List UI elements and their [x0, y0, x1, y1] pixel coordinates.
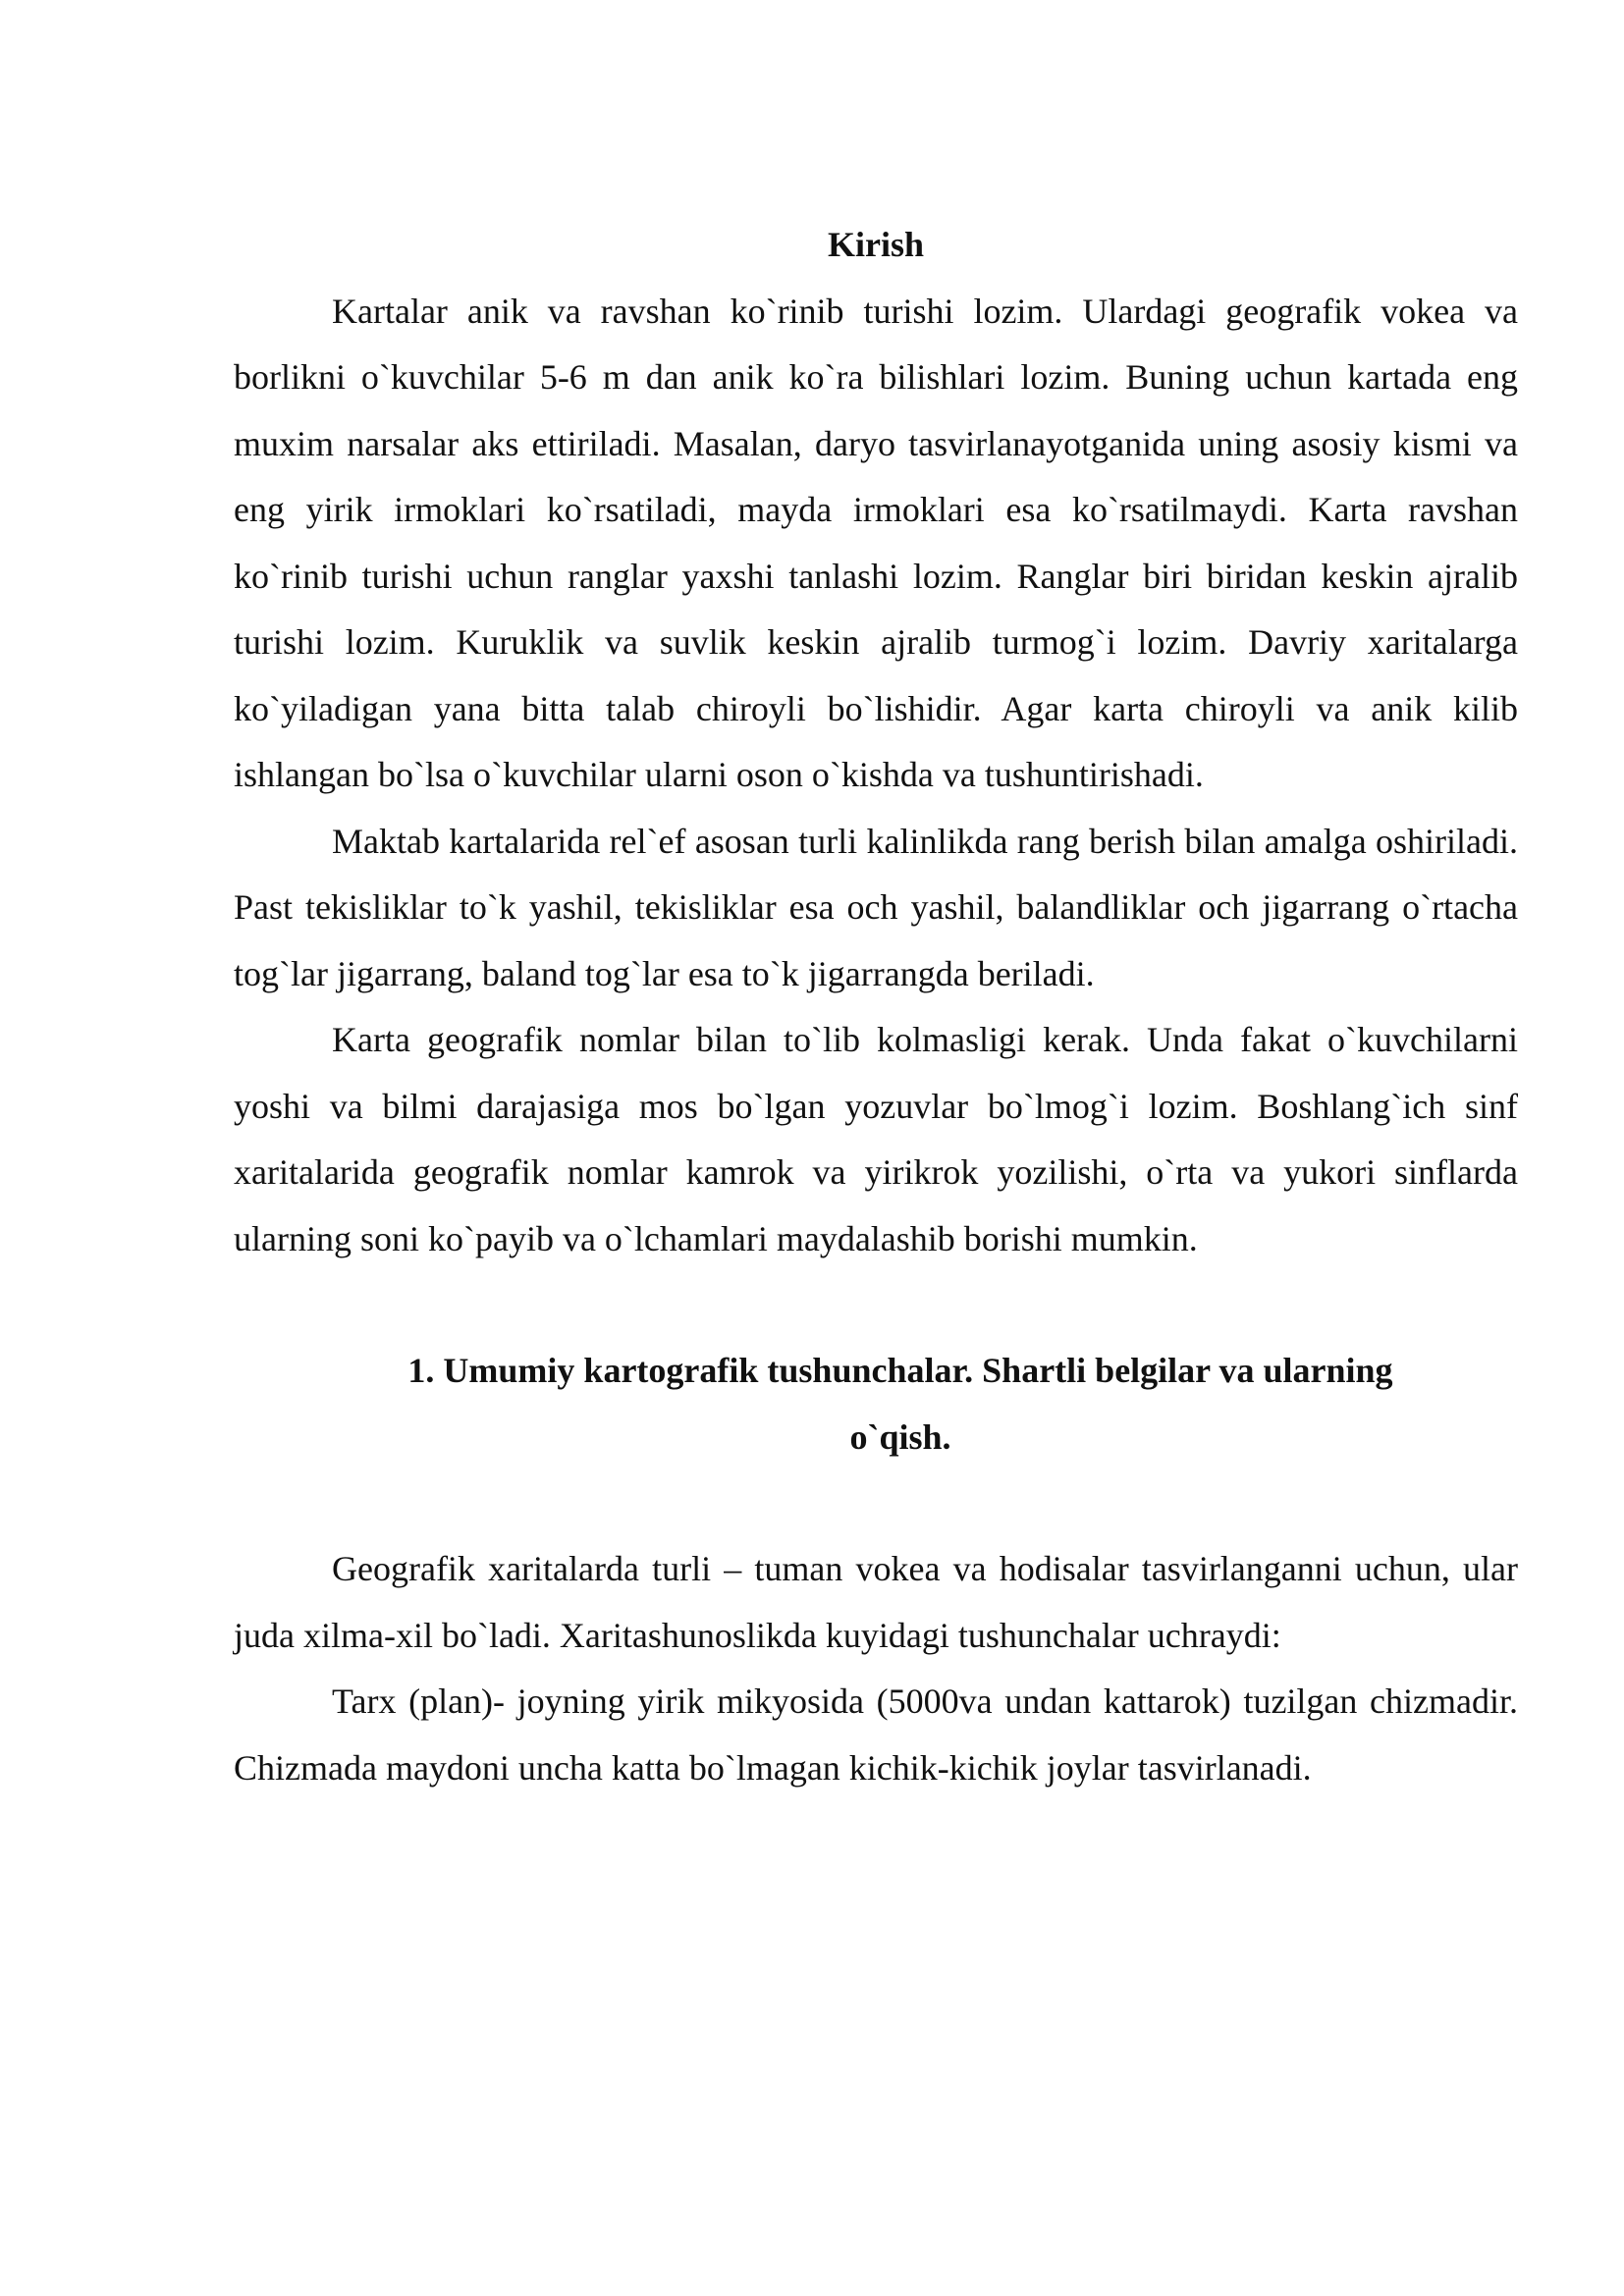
section-paragraph-1: Geografik xaritalarda turli – tuman vokea va hodisalar tasvirlanganni uchun, ular juda xilma-xil bo`ladi. Xaritashunoslikda kuyidagi tushunchalar uchraydi: [234, 1549, 1518, 1655]
intro-paragraph-1: Kartalar anik va ravshan ko`rinib turishi lozim. Ulardagi geografik vokea va borlikni o`kuvchilar 5-6 m dan anik ko`ra bilishlari lozim. Buning uchun kartada eng muxim narsalar aks ettiriladi. Masalan, daryo tasvirlanayotganida uning asosiy kismi va eng yirik irmoklari ko`rsatiladi, mayda irmoklari esa ko`rsatilmaydi. Karta ravshan ko`rinib turishi uchun ranglar yaxshi tanlashi lozim. Ranglar biri biridan keskin ajralib turishi lozim. Kuruklik va suvlik keskin ajralib turmog`i lozim. Davriy xaritalarga ko`yiladigan yana bitta talab chiroyli bo`lishidir. Agar karta chiroyli va anik kilib ishlangan bo`lsa o`kuvchilar ularni oson o`kishda va tushuntirishadi. [234, 291, 1518, 794]
section-heading-line-1: 1. Umumiy kartografik tushunchalar. Shartli belgilar va ularning [407, 1351, 1393, 1390]
section-heading-line-2: o`qish. [849, 1416, 951, 1457]
page-title: Kirish [827, 225, 924, 264]
intro-paragraph-2: Maktab kartalarida rel`ef asosan turli kalinlikda rang berish bilan amalga oshiriladi. Past tekisliklar to`k yashil, tekisliklar esa och yashil, balandliklar och jigarrang o`rtacha tog`lar jigarrang, baland tog`lar esa to`k jigarrangda beriladi. [234, 821, 1518, 993]
document-page [234, 212, 1518, 1801]
section-heading [234, 1338, 1518, 1470]
section-paragraph-2: Tarx (plan)- joyning yirik mikyosida (5000va undan kattarok) tuzilgan chizmadir. Chizmada maydoni uncha katta bo`lmagan kichik-kichik joylar tasvirlanadi. [234, 1682, 1518, 1788]
intro-paragraph-3: Karta geografik nomlar bilan to`lib kolmasligi kerak. Unda fakat o`kuvchilarni yoshi va bilmi darajasiga mos bo`lgan yozuvlar bo`lmog`i lozim. Boshlang`ich sinf xaritalarida geografik nomlar kamrok va yirikrok yozilishi, o`rta va yukori sinflarda ularning soni ko`payib va o`lchamlari maydalashib borishi mumkin. [234, 1020, 1518, 1258]
